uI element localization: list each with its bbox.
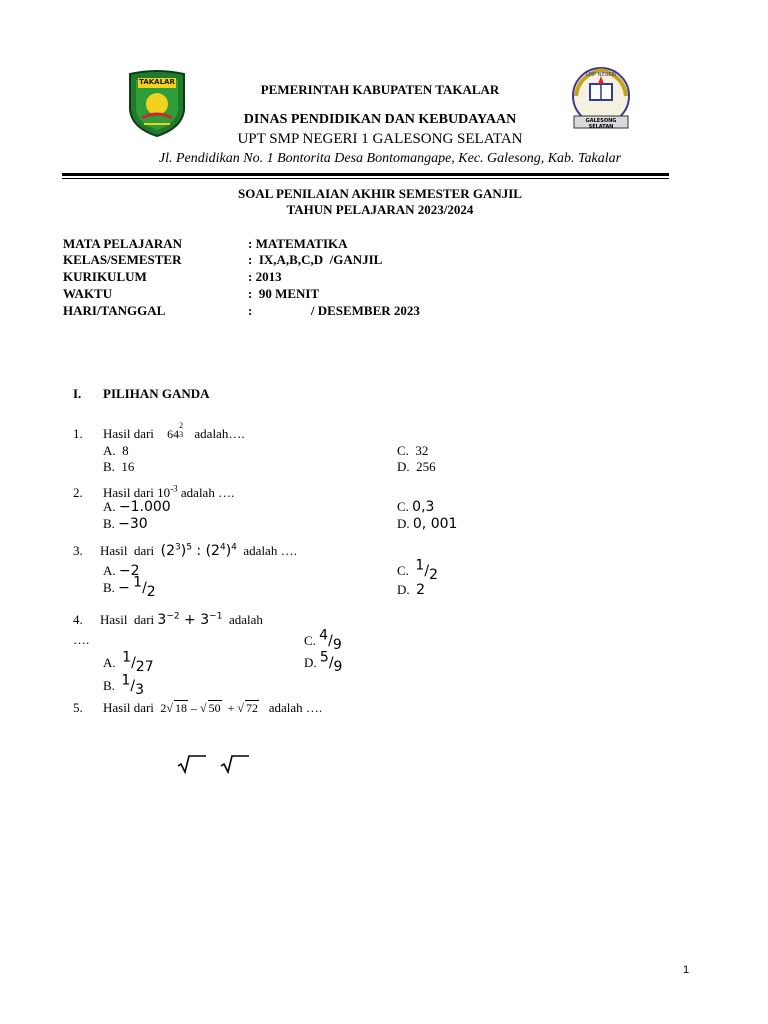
stray-radical-2 [220, 754, 250, 779]
header-rule-thin [62, 178, 669, 179]
q4-option-a[interactable]: A. $^1/_{27}$ [103, 649, 154, 675]
q2-option-b[interactable] [103, 516, 148, 532]
q4-b-num: 1 [121, 672, 131, 689]
q3-sep: : [191, 543, 206, 559]
q2-option-c[interactable] [397, 499, 434, 515]
q4-b-den: 3 [135, 681, 144, 698]
q4-t1: 3 [157, 612, 167, 628]
info-label-class: KELAS/SEMESTER [63, 252, 182, 267]
q5-post: adalah …. [268, 700, 323, 715]
q3-e2: 4 [219, 542, 226, 553]
header-address: Jl. Pendidikan No. 1 Bontorita Desa Bontomangape, Kec. Galesong, Kab. Takalar [158, 151, 622, 166]
exam-year: TAHUN PELAJARAN 2023/2024 [286, 202, 474, 217]
q2-a-label: A. [103, 499, 119, 514]
q2-b-label: B. [103, 516, 119, 531]
q1-option-a[interactable]: A. 8 [103, 443, 129, 458]
info-label-time: WAKTU [63, 286, 113, 301]
q3-b-label: B. [103, 580, 119, 595]
q2-option-d[interactable] [397, 516, 457, 532]
q5-minus: – [188, 701, 200, 715]
q3-c-den: 2 [429, 566, 438, 583]
q5-text: Hasil dari 2√ 18 – √ 50 + √ 72 adalah …. [103, 700, 323, 715]
q4-c-num: 4 [319, 627, 329, 644]
page-number: 1 [683, 964, 690, 976]
q5-k: 2 [160, 701, 167, 715]
q1-exp-den: 3 [179, 430, 184, 439]
info-label-curriculum: KURIKULUM [63, 269, 147, 284]
info-value-class: : IX,A,B,C,D /GANJIL [248, 252, 383, 267]
section-title: PILIHAN GANDA [103, 386, 210, 401]
q2-d-value: 0, 001 [412, 516, 458, 532]
q5-number: 5. [73, 700, 83, 715]
q4-a-num: 1 [122, 649, 132, 666]
q1-text [103, 421, 245, 442]
q1-option-c[interactable]: C. 32 [397, 443, 429, 458]
q2-b-value: −30 [118, 516, 148, 532]
takalar-logo-text: TAKALAR [139, 78, 175, 86]
q3-expr2: (2 [205, 543, 220, 559]
q4-option-c[interactable]: C. $^4/_9$ [304, 627, 342, 653]
q3-post: adalah …. [243, 543, 297, 558]
q2-exp: -3 [170, 483, 178, 494]
q5-r2: 50 [208, 701, 221, 715]
q3-d-value: 2 [416, 582, 426, 598]
q1-pre: Hasil dari [103, 426, 154, 441]
q3-expr1: (2 [160, 543, 176, 559]
q4-e1: −2 [166, 611, 180, 622]
info-label-subject: MATA PELAJARAN [63, 236, 183, 251]
q4-d-den: 9 [333, 658, 343, 675]
q4-t2: 3 [200, 612, 210, 628]
q3-expr1b: ) [180, 543, 187, 559]
stray-radical-1 [177, 754, 207, 779]
q2-option-a[interactable] [103, 499, 171, 515]
q3-option-b[interactable]: B. − $^1/_2$ [103, 574, 156, 600]
q4-pre: Hasil dari [100, 612, 155, 627]
header-rule-thick [62, 173, 669, 176]
q3-expr2b: ) [225, 543, 232, 559]
q3-b-num: 1 [133, 574, 143, 591]
q3-e2b: 4 [231, 542, 237, 553]
q5-pre: Hasil dari [103, 700, 154, 715]
header-line1: PEMERINTAH KABUPATEN TAKALAR [260, 82, 500, 97]
q4-number: 4. [73, 612, 83, 627]
q3-d-label: D. [397, 582, 413, 597]
q5-r3: 72 [245, 701, 258, 715]
school-logo-text: SMP NEGERI [585, 72, 617, 78]
q4-post: adalah [228, 612, 263, 627]
q2-c-label: C. [397, 499, 413, 514]
q1-exp-num: 2 [179, 421, 184, 430]
q4-continuation: …. [73, 632, 90, 647]
q1-option-d[interactable]: D. 256 [397, 459, 436, 474]
q3-option-c[interactable]: C. $^1/_2$ [397, 557, 438, 583]
q3-a-value: −2 [118, 563, 140, 579]
q3-e1b: 5 [186, 542, 192, 553]
info-label-date: HARI/TANGGAL [63, 303, 166, 318]
q4-d-num: 5 [319, 649, 329, 666]
header-line2: DINAS PENDIDIKAN DAN KEBUDAYAAN [243, 112, 517, 127]
q2-c-value: 0,3 [412, 499, 435, 515]
q3-pre: Hasil dari [100, 543, 155, 558]
q3-c-num: 1 [415, 557, 425, 574]
q1-number: 1. [73, 426, 83, 441]
q4-a-den: 27 [135, 658, 154, 675]
section-number: I. [73, 386, 82, 401]
info-value-subject: : MATEMATIKA [248, 236, 348, 251]
q2-d-label: D. [397, 516, 413, 531]
q2-pre: Hasil dari 10 [103, 485, 171, 500]
q4-text [100, 612, 263, 628]
q4-a-label: A. [103, 655, 119, 670]
q4-c-den: 9 [332, 636, 342, 653]
q2-a-value: −1.000 [118, 499, 171, 515]
q1-base: 64 [167, 427, 180, 441]
q3-number: 3. [73, 543, 83, 558]
info-value-date: : / DESEMBER 2023 [248, 303, 420, 318]
info-value-time: : 90 MENIT [248, 286, 320, 301]
q4-c-label: C. [304, 633, 320, 648]
header-line3: UPT SMP NEGERI 1 GALESONG SELATAN [237, 131, 523, 147]
q5-r1: 18 [175, 701, 187, 715]
school-logo-banner: GALESONG SELATAN [585, 118, 617, 130]
q2-post: adalah …. [177, 485, 235, 500]
q5-plus: + [221, 701, 238, 715]
q1-option-b[interactable]: B. 16 [103, 459, 135, 474]
q3-text [100, 543, 297, 559]
q4-e2: −1 [209, 611, 223, 622]
q3-e1: 3 [175, 542, 181, 553]
info-value-curriculum: : 2013 [248, 269, 282, 284]
exam-title: SOAL PENILAIAN AKHIR SEMESTER GANJIL [238, 186, 522, 201]
q4-option-d[interactable]: D. $^5/_9$ [304, 649, 343, 675]
q4-b-label: B. [103, 678, 119, 693]
q3-a-label: A. [103, 563, 119, 578]
q1-post: adalah…. [194, 426, 245, 441]
q4-d-label: D. [304, 655, 320, 670]
takalar-logo [126, 70, 188, 138]
q4-option-b[interactable]: B. $^1/_3$ [103, 672, 144, 698]
q3-b-den: 2 [146, 583, 156, 600]
q2-number: 2. [73, 485, 83, 500]
q3-option-d[interactable] [397, 582, 425, 598]
q3-c-label: C. [397, 563, 413, 578]
q3-b-sign: − [118, 580, 130, 596]
q4-plus: + [179, 612, 201, 628]
